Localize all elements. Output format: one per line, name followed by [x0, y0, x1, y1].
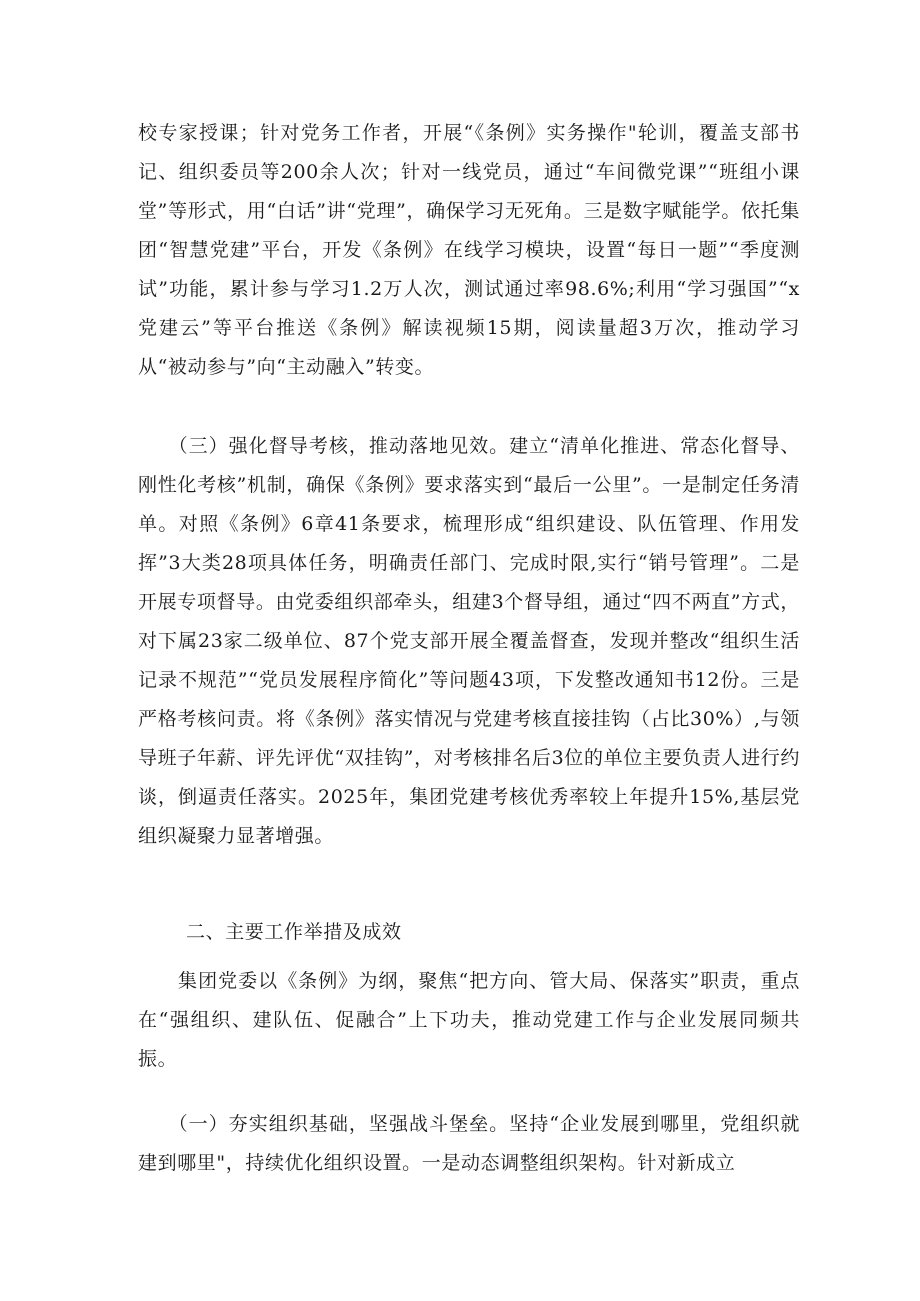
paragraph-organization: （一）夯实组织基础，坚强战斗堡垒。坚持“企业发展到哪里，党组织就建到哪里"，持续优化组织设置。一是动态调整组织架构。针对新成立 — [138, 1113, 800, 1174]
paragraph-study-digital: 校专家授课；针对党务工作者，开展“《条例》实务操作"轮训，覆盖支部书记、组织委员等200余人次；针对一线党员，通过“车间微党课”“班组小课堂”等形式，用“白话”讲“党理”，确保学习无死角。三是数字赋能学。依托集团“智慧党建”平台，开发《条例》在线学习模块，设置“每日一题”“季度测试”功能，累计参与学习1.2万人次，测试通过率98.6%;利用“学习强国”“x党建云”等平台推送《条例》解读视频15期，阅读量超3万次，推动学习从“被动参与”向“主动融入”转变。 — [138, 122, 800, 378]
section-heading: 二、主要工作举措及成效 — [186, 921, 402, 943]
paragraph-overview: 集团党委以《条例》为纲，聚焦“把方向、管大局、保落实”职责，重点在“强组织、建队伍、促融合”上下功夫，推动党建工作与企业发展同频共振。 — [138, 970, 800, 1070]
paragraph-supervision: （三）强化督导考核，推动落地见效。建立“清单化推进、常态化督导、刚性化考核”机制，确保《条例》要求落实到“最后一公里”。一是制定任务清单。对照《条例》6章41条要求，梳理形成“组织建设、队伍管理、作用发挥”3大类28项具体任务，明确责任部门、完成时限,实行“销号管理”。二是开展专项督导。由党委组织部牵头，组建3个督导组，通过“四不两直”方式，对下属23家二级单位、87个党支部开展全覆盖督查，发现并整改“组织生活记录不规范”“党员发展程序简化”等问题43项，下发整改通知书12份。三是严格考核问责。将《条例》落实情况与党建考核直接挂钩（占比30%）,与领导班子年薪、评先评优“双挂钩”，对考核排名后3位的单位主要负责人进行约谈，倒逼责任落实。2025年，集团党建考核优秀率较上年提升15%,基层党组织凝聚力显著增强。 — [138, 435, 800, 847]
